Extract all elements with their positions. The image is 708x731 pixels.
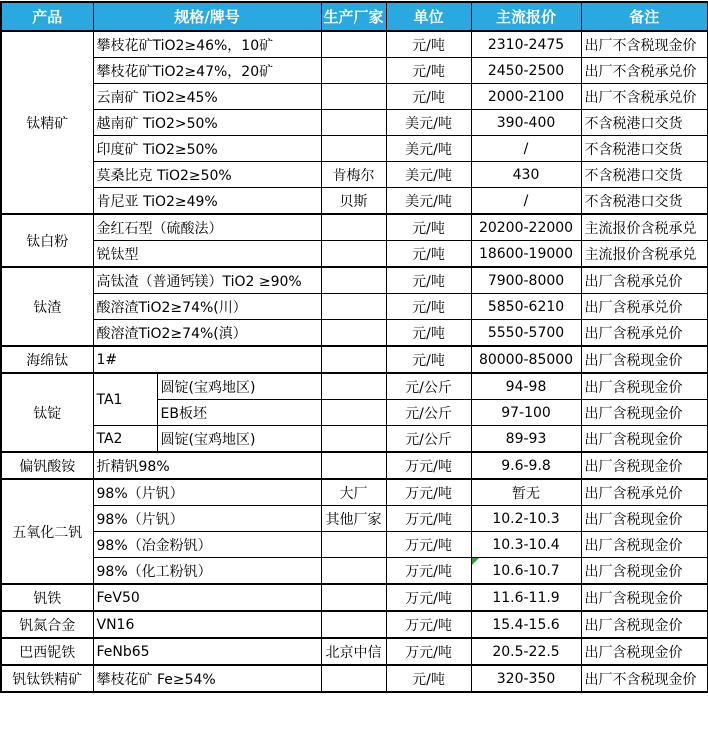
col-header-maker[interactable]: 生产厂家: [321, 2, 386, 31]
table-row: [1, 294, 708, 320]
cell-remark[interactable]: 主流报价含税承兑: [581, 241, 708, 268]
cell-remark[interactable]: 出厂含税现金价: [581, 638, 708, 665]
cell-maker[interactable]: [321, 84, 386, 110]
cell-spec[interactable]: 肯尼亚 TiO2≥49%: [93, 188, 321, 215]
cell-remark[interactable]: 出厂含税现金价: [581, 373, 708, 400]
cell-unit[interactable]: 元/吨: [386, 241, 471, 268]
cell-price[interactable]: 2450-2500: [471, 58, 581, 84]
cell-price[interactable]: 94-98: [471, 373, 581, 400]
cell-unit[interactable]: 美元/吨: [386, 188, 471, 215]
cell-remark[interactable]: 主流报价含税承兑: [581, 214, 708, 241]
cell-unit[interactable]: 元/公斤: [386, 373, 471, 400]
cell-maker[interactable]: [321, 346, 386, 373]
cell-spec[interactable]: VN16: [93, 611, 321, 638]
cell-unit[interactable]: 美元/吨: [386, 162, 471, 188]
cell-spec[interactable]: 金红石型（硫酸法）: [93, 214, 321, 241]
cell-unit[interactable]: 元/吨: [386, 267, 471, 294]
table-row: [1, 84, 708, 110]
cell-spec[interactable]: FeNb65: [93, 638, 321, 665]
cell-maker[interactable]: 其他厂家: [321, 506, 386, 532]
cell-spec[interactable]: 莫桑比克 TiO2≥50%: [93, 162, 321, 188]
cell-spec[interactable]: EB板坯: [157, 400, 321, 426]
cell-unit[interactable]: 万元/吨: [386, 638, 471, 665]
cell-unit[interactable]: 元/吨: [386, 214, 471, 241]
cell-unit[interactable]: 元/吨: [386, 665, 471, 692]
cell-remark[interactable]: 出厂含税现金价: [581, 611, 708, 638]
cell-spec[interactable]: 圆锭(宝鸡地区): [157, 373, 321, 400]
cell-spec[interactable]: 云南矿 TiO2≥45%: [93, 84, 321, 110]
table-row: [1, 267, 708, 294]
cell-spec[interactable]: 攀枝花矿TiO2≥46%，10矿: [93, 31, 321, 58]
cell-remark[interactable]: 出厂不含税现金价: [581, 31, 708, 58]
cell-remark[interactable]: 出厂含税承兑价: [581, 267, 708, 294]
cell-unit[interactable]: 万元/吨: [386, 584, 471, 611]
cell-spec[interactable]: 1#: [93, 346, 321, 373]
table-row: [1, 136, 708, 162]
table-row: [1, 214, 708, 241]
cell-maker[interactable]: [321, 58, 386, 84]
cell-unit[interactable]: 元/公斤: [386, 400, 471, 426]
cell-price[interactable]: 5550-5700: [471, 320, 581, 347]
table-row: [1, 346, 708, 373]
table-row: [1, 611, 708, 638]
col-header-remark[interactable]: 备注: [581, 2, 708, 31]
cell-price[interactable]: 97-100: [471, 400, 581, 426]
cell-price[interactable]: 10.2-10.3: [471, 506, 581, 532]
cell-product[interactable]: 钛白粉: [1, 214, 93, 267]
cell-price[interactable]: /: [471, 136, 581, 162]
cell-price[interactable]: 暂无: [471, 479, 581, 506]
cell-maker[interactable]: 肯梅尔: [321, 162, 386, 188]
table-row: [1, 506, 708, 532]
cell-product[interactable]: 钛锭: [1, 373, 93, 452]
cell-spec[interactable]: 98%（片钒）: [93, 479, 321, 506]
cell-maker[interactable]: [321, 611, 386, 638]
cell-maker[interactable]: [321, 241, 386, 268]
cell-price[interactable]: 10.3-10.4: [471, 532, 581, 558]
table-row: [1, 162, 708, 188]
table-row: [1, 638, 708, 665]
col-header-spec[interactable]: 规格/牌号: [93, 2, 321, 31]
cell-remark[interactable]: 出厂含税现金价: [581, 506, 708, 532]
cell-unit[interactable]: 元/吨: [386, 320, 471, 347]
cell-maker[interactable]: [321, 665, 386, 692]
cell-product[interactable]: 钒铁: [1, 584, 93, 611]
cell-spec[interactable]: 印度矿 TiO2≥50%: [93, 136, 321, 162]
cell-product[interactable]: 钛精矿: [1, 31, 93, 214]
cell-remark[interactable]: 出厂含税承兑价: [581, 479, 708, 506]
cell-spec[interactable]: FeV50: [93, 584, 321, 611]
cell-maker[interactable]: [321, 31, 386, 58]
cell-spec[interactable]: 98%（片钒）: [93, 506, 321, 532]
table-row: [1, 479, 708, 506]
cell-price[interactable]: 5850-6210: [471, 294, 581, 320]
cell-maker[interactable]: [321, 452, 386, 479]
cell-unit[interactable]: 元/吨: [386, 31, 471, 58]
cell-remark[interactable]: 出厂含税现金价: [581, 346, 708, 373]
cell-unit[interactable]: 元/公斤: [386, 426, 471, 453]
cell-unit[interactable]: 万元/吨: [386, 558, 471, 585]
cell-remark[interactable]: 出厂含税现金价: [581, 584, 708, 611]
table-row: [1, 110, 708, 136]
cell-price[interactable]: 11.6-11.9: [471, 584, 581, 611]
comment-flag-icon: [472, 558, 479, 565]
table-row: [1, 665, 708, 692]
header-row: [1, 2, 708, 31]
cell-price[interactable]: 10.6-10.7: [471, 558, 581, 585]
col-header-price[interactable]: 主流报价: [471, 2, 581, 31]
cell-product[interactable]: 钒氮合金: [1, 611, 93, 638]
cell-spec[interactable]: 98%（冶金粉钒）: [93, 532, 321, 558]
cell-remark[interactable]: 不含税港口交货: [581, 188, 708, 215]
cell-maker[interactable]: [321, 267, 386, 294]
cell-maker[interactable]: [321, 110, 386, 136]
cell-spec[interactable]: 折精钒98%: [93, 452, 321, 479]
cell-price[interactable]: 20200-22000: [471, 214, 581, 241]
cell-unit[interactable]: 元/吨: [386, 346, 471, 373]
table-row: [1, 532, 708, 558]
table-row: [1, 241, 708, 268]
cell-maker[interactable]: [321, 214, 386, 241]
cell-unit[interactable]: 美元/吨: [386, 110, 471, 136]
cell-unit[interactable]: 万元/吨: [386, 506, 471, 532]
cell-maker[interactable]: 贝斯: [321, 188, 386, 215]
cell-product[interactable]: 五氧化二钒: [1, 479, 93, 584]
cell-remark[interactable]: 出厂含税现金价: [581, 532, 708, 558]
cell-maker[interactable]: [321, 373, 386, 400]
table-row: [1, 188, 708, 215]
cell-price[interactable]: 89-93: [471, 426, 581, 453]
cell-maker[interactable]: 北京中信: [321, 638, 386, 665]
cell-grade[interactable]: TA2: [93, 426, 157, 453]
cell-remark[interactable]: 出厂含税现金价: [581, 452, 708, 479]
cell-spec[interactable]: 98%（化工粉钒）: [93, 558, 321, 585]
table-row: [1, 426, 708, 453]
cell-unit[interactable]: 万元/吨: [386, 532, 471, 558]
cell-remark[interactable]: 出厂不含税现金价: [581, 665, 708, 692]
cell-maker[interactable]: 大厂: [321, 479, 386, 506]
cell-price[interactable]: /: [471, 188, 581, 215]
table-row: [1, 558, 708, 585]
table-row: [1, 320, 708, 347]
table-row: [1, 58, 708, 84]
cell-unit[interactable]: 万元/吨: [386, 452, 471, 479]
table-row: [1, 31, 708, 58]
col-header-product[interactable]: 产品: [1, 2, 93, 31]
cell-product[interactable]: 钛渣: [1, 267, 93, 346]
cell-price[interactable]: 320-350: [471, 665, 581, 692]
col-header-unit[interactable]: 单位: [386, 2, 471, 31]
cell-remark[interactable]: 不含税港口交货: [581, 162, 708, 188]
cell-unit[interactable]: 元/吨: [386, 294, 471, 320]
cell-maker[interactable]: [321, 532, 386, 558]
cell-product[interactable]: 钒钛铁精矿: [1, 665, 93, 692]
cell-price[interactable]: 2310-2475: [471, 31, 581, 58]
table-row: [1, 452, 708, 479]
price-table: [0, 1, 708, 693]
cell-price[interactable]: 18600-19000: [471, 241, 581, 268]
cell-unit[interactable]: 元/吨: [386, 84, 471, 110]
cell-unit[interactable]: 元/吨: [386, 58, 471, 84]
cell-price[interactable]: 390-400: [471, 110, 581, 136]
cell-maker[interactable]: [321, 294, 386, 320]
cell-unit[interactable]: 美元/吨: [386, 136, 471, 162]
cell-grade[interactable]: TA1: [93, 373, 157, 426]
cell-product[interactable]: 巴西铌铁: [1, 638, 93, 665]
price-table-body: [1, 31, 708, 692]
cell-product[interactable]: 偏钒酸铵: [1, 452, 93, 479]
cell-spec[interactable]: 圆锭(宝鸡地区): [157, 426, 321, 453]
cell-spec[interactable]: 越南矿 TiO2>50%: [93, 110, 321, 136]
cell-spec[interactable]: 攀枝花矿TiO2≥47%，20矿: [93, 58, 321, 84]
cell-price[interactable]: 430: [471, 162, 581, 188]
cell-remark[interactable]: 出厂含税承兑价: [581, 294, 708, 320]
cell-remark[interactable]: 出厂含税现金价: [581, 558, 708, 585]
cell-price[interactable]: 15.4-15.6: [471, 611, 581, 638]
cell-spec[interactable]: 锐钛型: [93, 241, 321, 268]
cell-product[interactable]: 海绵钛: [1, 346, 93, 373]
cell-spec[interactable]: 酸溶渣TiO2≥74%(滇）: [93, 320, 321, 347]
cell-remark[interactable]: 出厂含税现金价: [581, 426, 708, 453]
cell-remark[interactable]: 不含税港口交货: [581, 136, 708, 162]
cell-maker[interactable]: [321, 320, 386, 347]
table-row: [1, 584, 708, 611]
cell-remark[interactable]: 不含税港口交货: [581, 110, 708, 136]
cell-maker[interactable]: [321, 426, 386, 453]
cell-maker[interactable]: [321, 400, 386, 426]
cell-price[interactable]: 80000-85000: [471, 346, 581, 373]
cell-spec[interactable]: 高钛渣（普通钙镁）TiO2 ≥90%: [93, 267, 321, 294]
cell-remark[interactable]: 出厂含税现金价: [581, 400, 708, 426]
cell-price[interactable]: 20.5-22.5: [471, 638, 581, 665]
cell-spec[interactable]: 攀枝花矿 Fe≥54%: [93, 665, 321, 692]
cell-price[interactable]: 9.6-9.8: [471, 452, 581, 479]
cell-unit[interactable]: 万元/吨: [386, 611, 471, 638]
cell-maker[interactable]: [321, 136, 386, 162]
cell-spec[interactable]: 酸溶渣TiO2≥74%(川）: [93, 294, 321, 320]
cell-maker[interactable]: [321, 584, 386, 611]
cell-maker[interactable]: [321, 558, 386, 585]
table-row: [1, 373, 708, 400]
cell-price[interactable]: 2000-2100: [471, 84, 581, 110]
cell-remark[interactable]: 出厂不含税承兑价: [581, 84, 708, 110]
cell-price[interactable]: 7900-8000: [471, 267, 581, 294]
cell-remark[interactable]: 出厂含税承兑价: [581, 320, 708, 347]
cell-remark[interactable]: 出厂不含税承兑价: [581, 58, 708, 84]
cell-unit[interactable]: 万元/吨: [386, 479, 471, 506]
